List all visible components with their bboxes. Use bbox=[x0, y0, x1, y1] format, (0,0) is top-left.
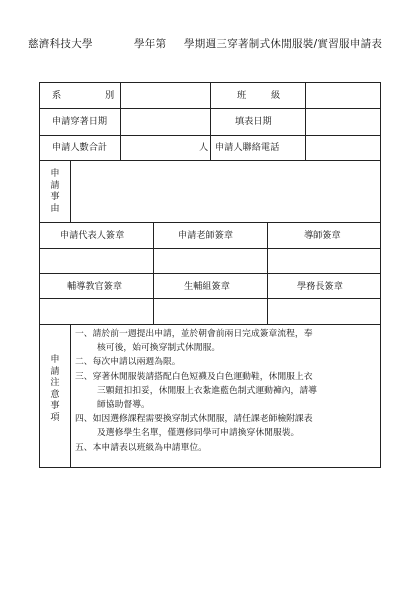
class-label: 班 bbox=[237, 90, 247, 101]
class-field[interactable] bbox=[306, 83, 379, 108]
representative-signature-label: 申請代表人簽章 bbox=[60, 230, 125, 241]
applicant-count-field[interactable] bbox=[121, 136, 199, 160]
representative-signature-box[interactable] bbox=[40, 249, 152, 273]
department-label-2: 別 bbox=[105, 90, 115, 101]
note-item: 及選修學生名單，僅選修同學可申請換穿休閒服裝。 bbox=[97, 428, 300, 439]
dean-signature-box[interactable] bbox=[268, 299, 379, 324]
notes-label: 申 請 注 意 事 項 bbox=[50, 354, 60, 423]
contact-phone-label: 申請人聯絡電話 bbox=[215, 142, 280, 153]
person-unit: 人 bbox=[199, 142, 209, 153]
note-item: 師協助督導。 bbox=[97, 400, 150, 411]
class-label-2: 級 bbox=[271, 90, 281, 101]
applicant-count-label: 申請人數合計 bbox=[52, 142, 108, 153]
reason-label: 申 請 事 由 bbox=[50, 168, 60, 214]
note-item: 二、每次申請以兩週為限。 bbox=[75, 357, 181, 368]
note-item: 四、如因選修課程需要換穿制式休閒服，請任課老師檢附課表 bbox=[75, 414, 313, 425]
fill-date-label: 填表日期 bbox=[235, 116, 272, 127]
contact-phone-field[interactable] bbox=[306, 136, 379, 160]
application-form-table bbox=[39, 82, 381, 467]
school-name: 慈濟科技大學 bbox=[28, 38, 93, 50]
student-affairs-section-signature-box[interactable] bbox=[154, 299, 266, 324]
fill-date-field[interactable] bbox=[306, 109, 379, 135]
academic-year-label: 學年第 bbox=[134, 38, 167, 50]
homeroom-signature-box[interactable] bbox=[268, 249, 379, 273]
military-officer-signature-label: 輔導教官簽章 bbox=[67, 281, 123, 292]
military-officer-signature-box[interactable] bbox=[40, 299, 152, 324]
wear-date-field[interactable] bbox=[121, 109, 209, 135]
teacher-signature-box[interactable] bbox=[154, 249, 266, 273]
teacher-signature-label: 申請老師簽章 bbox=[178, 230, 234, 241]
notes-list bbox=[75, 327, 317, 455]
reason-field[interactable] bbox=[71, 161, 379, 222]
department-field[interactable] bbox=[121, 83, 209, 108]
form-title: 學期週三穿著制式休閒服裝/實習服申請表 bbox=[184, 38, 383, 50]
student-affairs-section-signature-label: 生輔組簽章 bbox=[184, 281, 230, 292]
note-item: 一、請於前一週提出申請，並於朝會前兩日完成簽章流程，奉 bbox=[75, 329, 313, 339]
homeroom-signature-label: 導師簽章 bbox=[304, 230, 341, 241]
note-item: 五、本申請表以班級為申請單位。 bbox=[75, 442, 207, 453]
dean-signature-label: 學務長簽章 bbox=[297, 281, 343, 292]
department-label: 系 bbox=[52, 90, 62, 101]
note-item: 三顆鈕扣扣妥，休閒服上衣紮進藍色制式運動褲內，請導 bbox=[97, 385, 317, 396]
note-item: 三、穿著休閒服裝請搭配白色短襪及白色運動鞋，休閒服上衣 bbox=[75, 371, 313, 382]
note-item: 核可後，始可換穿制式休閒服。 bbox=[97, 343, 221, 354]
wear-date-label: 申請穿著日期 bbox=[52, 116, 108, 127]
